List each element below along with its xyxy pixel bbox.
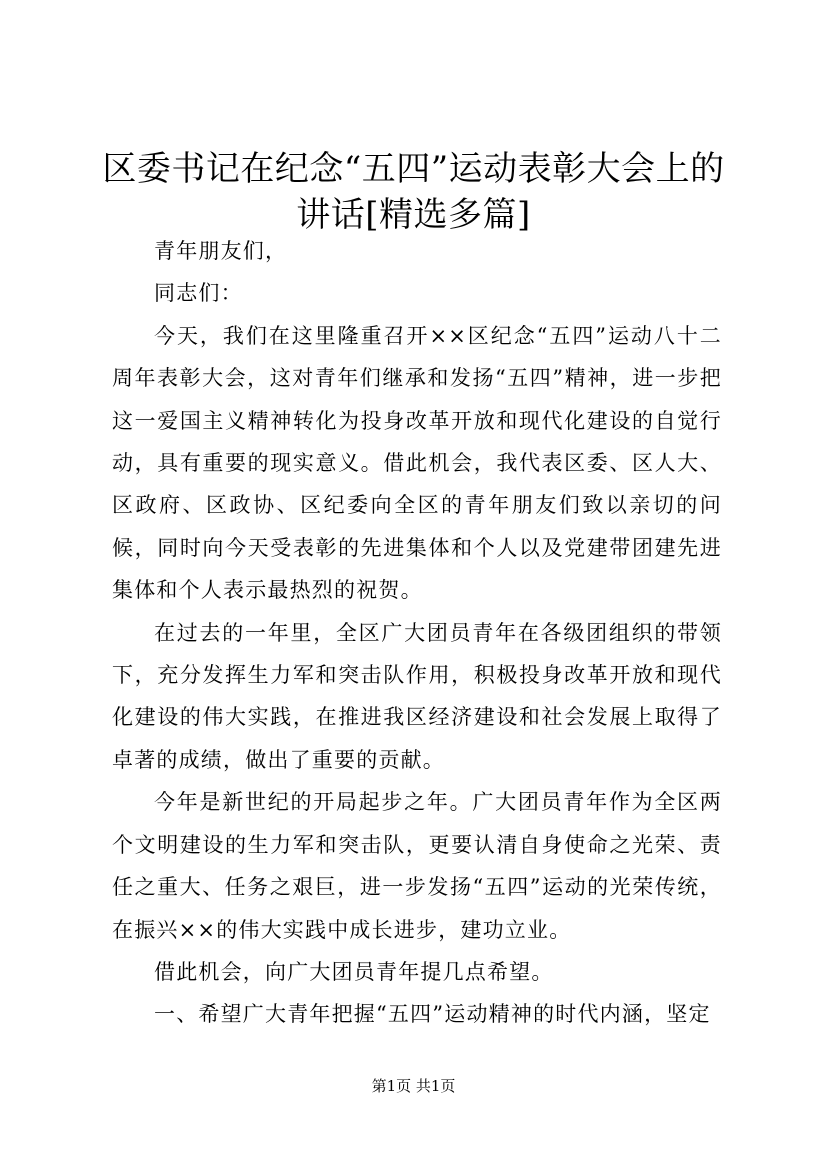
paragraph-past-year: 在过去的一年里，全区广大团员青年在各级团组织的带领下，充分发挥生力军和突击队作用，积极投身改革开放和现代化建设的伟大实践，在推进我区经济建设和社会发展上取得了卓著的成绩，做出了重要的贡献。 bbox=[112, 620, 722, 772]
page-footer: 第1页 共1页 bbox=[371, 1077, 456, 1095]
paragraph-new-century: 今年是新世纪的开局起步之年。广大团员青年作为全区两个文明建设的生力军和突击队，更要认清自身使命之光荣、责任之重大、任务之艰巨，进一步发扬“五四”运动的光荣传统，在振兴××的伟大实践中成长进步，建功立业。 bbox=[112, 790, 722, 942]
document-body bbox=[112, 230, 722, 1036]
document-title: 区委书记在纪念“五四”运动表彰大会上的讲话[精选多篇] bbox=[102, 149, 725, 235]
paragraph-greeting-1: 青年朋友们， bbox=[154, 239, 288, 263]
paragraph-opening: 今天，我们在这里隆重召开××区纪念“五四”运动八十二周年表彰大会，这对青年们继承和发扬“五四”精神，进一步把这一爱国主义精神转化为投身改革开放和现代化建设的自觉行动，具有重要的现实意义。借此机会，我代表区委、区人大、区政府、区政协、区纪委向全区的青年朋友们致以亲切的问候，同时向今天受表彰的先进集体和个人以及党建带团建先进集体和个人表示最热烈的祝贺。 bbox=[112, 323, 722, 603]
paragraph-hopes-intro: 借此机会，向广大团员青年提几点希望。 bbox=[154, 959, 554, 984]
paragraph-greeting-2: 同志们： bbox=[154, 281, 243, 306]
paragraph-hope-one: 一、希望广大青年把握“五四”运动精神的时代内涵，坚定 bbox=[154, 1002, 711, 1027]
